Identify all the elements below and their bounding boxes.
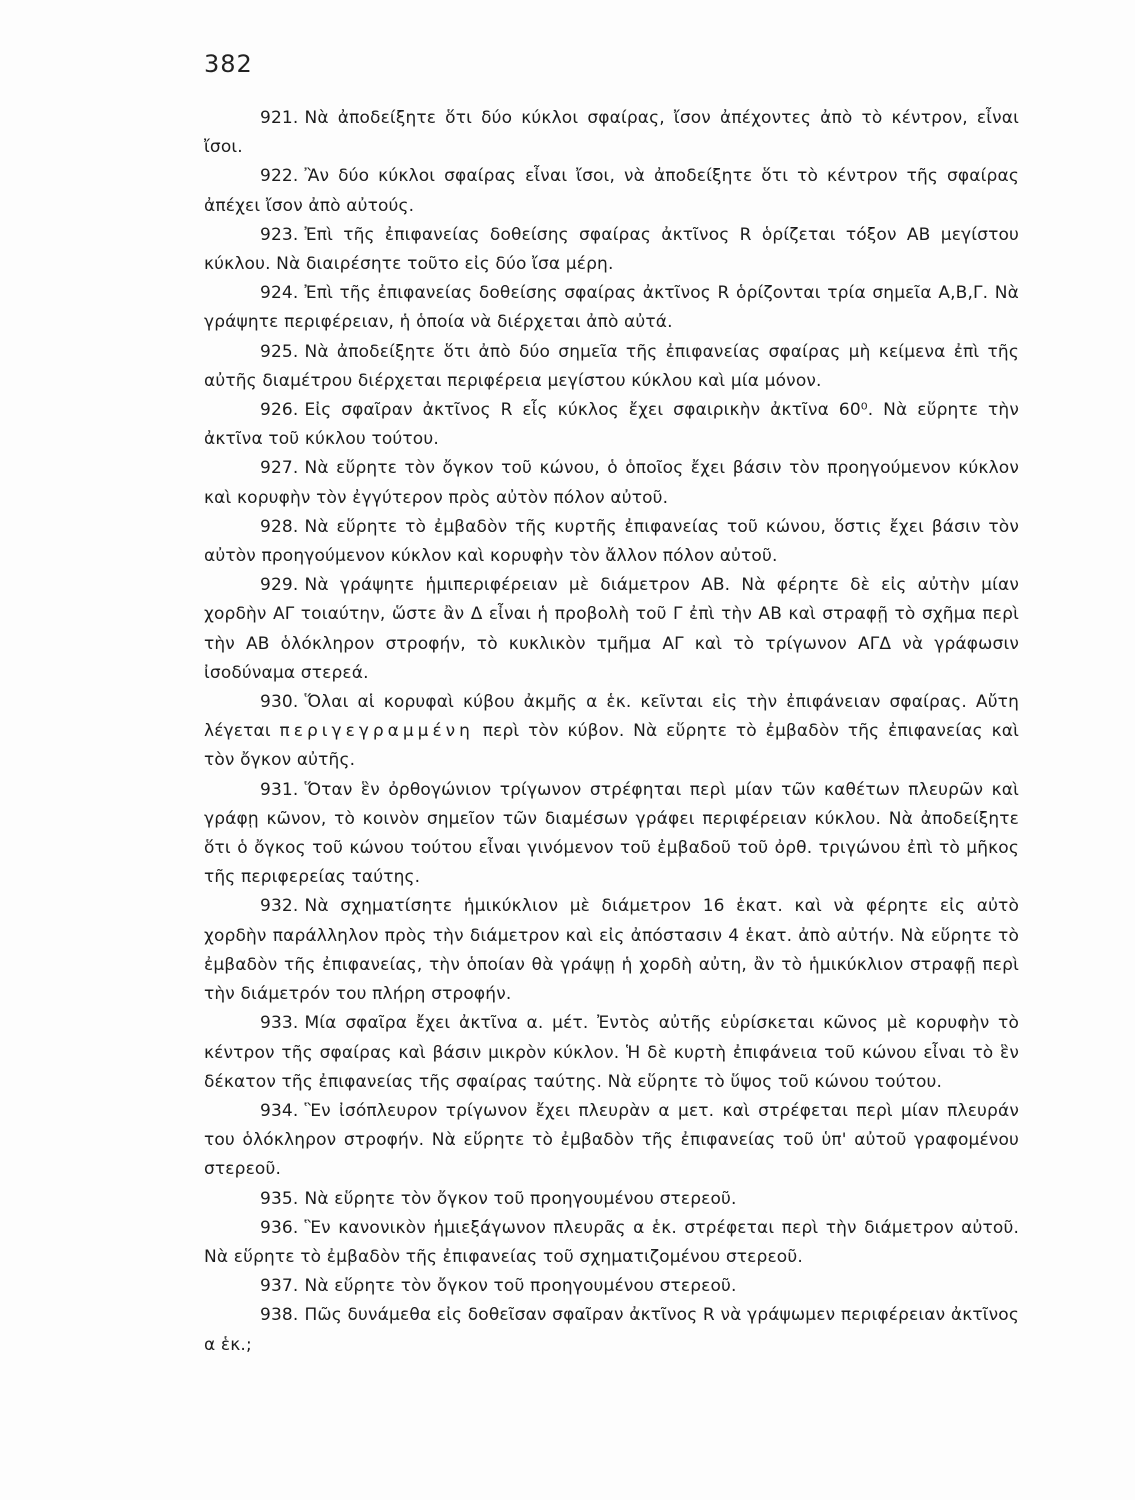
problem-item — [204, 1272, 1019, 1301]
problem-item — [204, 396, 1019, 454]
problem-item — [204, 162, 1019, 220]
problem-number: 927. — [260, 458, 299, 479]
problem-item — [204, 776, 1019, 893]
problem-item — [204, 688, 1019, 776]
problem-number: 930. — [260, 692, 299, 713]
problem-number: 935. — [260, 1188, 299, 1209]
problem-number: 931. — [260, 779, 299, 800]
problem-item — [204, 1097, 1019, 1185]
problem-item — [204, 104, 1019, 162]
problem-text: Ἓν κανονικὸν ἡμιεξάγωνον πλευρᾶς α ἑκ. στρέφεται περὶ τὴν διάμετρον αὐτοῦ. Νὰ εὕρητε τὸ ἐμβαδὸν τῆς ἐπιφανείας τοῦ σχηματιζομένου στερεοῦ. — [204, 1217, 1019, 1267]
problem-text: Νὰ εὕρητε τὸν ὄγκον τοῦ προηγουμένου στερεοῦ. — [304, 1276, 737, 1297]
problem-number: 937. — [260, 1276, 299, 1297]
problem-number: 925. — [260, 341, 299, 362]
problem-text: Ἐπὶ τῆς ἐπιφανείας δοθείσης σφαίρας ἀκτῖνος R ὁρίζονται τρία σημεῖα Α,Β,Γ. Νὰ γράψητε περιφέρειαν, ἡ ὁποία νὰ διέρχεται ἀπὸ αὐτά. — [204, 283, 1019, 333]
problem-text: Νὰ σχηματίσητε ἡμικύκλιον μὲ διάμετρον 16 ἑκατ. καὶ νὰ φέρητε εἰς αὐτὸ χορδὴν παράλληλον πρὸς τὴν διάμετρον καὶ εἰς ἀπόστασιν 4 ἑκατ. ἀπὸ αὐτήν. Νὰ εὕρητε τὸ ἐμβαδὸν τῆς ἐπιφανείας, τὴν ὁποίαν θὰ γράψῃ ἡ χορδὴ αὐτη, ἂν τὸ ἡμικύκλιον στραφῇ περὶ τὴν διάμετρόν του πλήρη στροφήν. — [204, 896, 1019, 1005]
problem-text: Νὰ εὕρητε τὸ ἐμβαδὸν τῆς κυρτῆς ἐπιφανείας τοῦ κώνου, ὅστις ἔχει βάσιν τὸν αὐτὸν προηγούμενον κύκλον καὶ κορυφὴν τὸν ἄλλον πόλον αὐτοῦ. — [204, 516, 1019, 567]
emphasized-term: περιγεγραμμένη — [279, 721, 474, 742]
problem-number: 921. — [260, 108, 299, 128]
problem-text: Νὰ ἀποδείξητε ὅτι ἀπὸ δύο σημεῖα τῆς ἐπιφανείας σφαίρας μὴ κείμενα ἐπὶ τῆς αὐτῆς διαμέτρου διέρχεται περιφέρεια μεγίστου κύκλου καὶ μία μόνον. — [204, 341, 1019, 391]
problem-list — [204, 104, 1019, 1360]
problem-text: Νὰ γράψητε ἡμιπεριφέρειαν μὲ διάμετρον ΑΒ. Νὰ φέρητε δὲ εἰς αὐτὴν μίαν χορδὴν ΑΓ τοιαύτην, ὥστε ἂν Δ εἶναι ἡ προβολὴ τοῦ Γ ἐπὶ τὴν ΑΒ καὶ στραφῇ τὸ σχῆμα περὶ τὴν ΑΒ ὁλόκληρον στροφήν, τὸ κυκλικὸν τμῆμα ΑΓ καὶ τὸ τρίγωνον ΑΓΔ νὰ γράφωσιν ἰσοδύναμα στερεά. — [204, 575, 1019, 683]
problem-text: Ὅλαι αἱ κορυφαὶ κύβου ἀκμῆς α ἑκ. κεῖνται εἰς τὴν ἐπιφάνειαν σφαίρας. Αὔτη λέγεται — [204, 692, 1019, 742]
problem-number: 928. — [260, 516, 299, 537]
problem-item — [204, 1009, 1019, 1097]
problem-item — [204, 454, 1019, 512]
problem-text: Νὰ ἀποδείξητε ὅτι δύο κύκλοι σφαίρας, ἴσον ἀπέχοντες ἀπὸ τὸ κέντρον, εἶναι ἴσοι. — [204, 108, 1019, 158]
problem-item — [204, 892, 1019, 1009]
problem-text: Νὰ εὕρητε τὸν ὄγκον τοῦ κώνου, ὁ ὁποῖος ἔχει βάσιν τὸν προηγούμενον κύκλον καὶ κορυφὴν τὸν ἐγγύτερον πρὸς αὐτὸν πόλον αὐτοῦ. — [204, 458, 1019, 508]
problem-item — [204, 571, 1019, 688]
problem-number: 933. — [260, 1013, 299, 1034]
problem-number: 926. — [260, 400, 299, 421]
problem-number: 922. — [260, 166, 299, 187]
problem-item — [204, 1301, 1019, 1359]
problem-number: 936. — [260, 1217, 299, 1238]
problem-number: 929. — [260, 575, 299, 596]
problem-text: Εἰς σφαῖραν ἀκτῖνος R εἷς κύκλος ἔχει σφαιρικὴν ἀκτῖνα 60⁰. Νὰ εὕρητε τὴν ἀκτῖνα τοῦ κύκλου τούτου. — [204, 400, 1019, 450]
problem-text: Πῶς δυνάμεθα εἰς δοθεῖσαν σφαῖραν ἀκτῖνος R νὰ γράψωμεν περιφέρειαν ἀκτῖνος α ἑκ.; — [204, 1305, 1019, 1355]
problem-text: Ἐπὶ τῆς ἐπιφανείας δοθείσης σφαίρας ἀκτῖνος R ὁρίζεται τόξον ΑΒ μεγίστου κύκλου. Νὰ διαιρέσητε τοῦτο εἰς δύο ἴσα μέρη. — [204, 224, 1019, 275]
problem-text: Νὰ εὕρητε τὸν ὄγκον τοῦ προηγουμένου στερεοῦ. — [304, 1188, 737, 1209]
problem-item — [204, 1214, 1019, 1272]
problem-item — [204, 221, 1019, 279]
problem-text: Μία σφαῖρα ἔχει ἀκτῖνα α. μέτ. Ἐντὸς αὐτῆς εὑρίσκεται κῶνος μὲ κορυφὴν τὸ κέντρον τῆς σφαίρας καὶ βάσιν μικρὸν κύκλον. Ἡ δὲ κυρτὴ ἐπιφάνεια τοῦ κώνου εἶναι τὸ ἓν δέκατον τῆς ἐπιφανείας τῆς σφαίρας ταύτης. Νὰ εὕρητε τὸ ὕψος τοῦ κώνου τούτου. — [204, 1013, 1019, 1092]
problem-item — [204, 279, 1019, 337]
problem-number: 923. — [260, 224, 299, 245]
problem-item — [204, 338, 1019, 396]
problem-text: Ἓν ἰσόπλευρον τρίγωνον ἔχει πλευρὰν α μετ. καὶ στρέφεται περὶ μίαν πλευράν του ὁλόκληρον στροφήν. Νὰ εὕρητε τὸ ἐμβαδὸν τῆς ἐπιφανείας τοῦ ὑπ' αὐτοῦ γραφομένου στερεοῦ. — [204, 1100, 1019, 1180]
problem-number: 934. — [260, 1100, 299, 1121]
problem-text: Ἂν δύο κύκλοι σφαίρας εἶναι ἴσοι, νὰ ἀποδείξητε ὅτι τὸ κέντρον τῆς σφαίρας ἀπέχει ἴσον ἀπὸ αὐτούς. — [204, 166, 1019, 216]
problem-item — [204, 1185, 1019, 1214]
page-number: 382 — [204, 50, 253, 78]
problem-number: 932. — [260, 896, 299, 917]
problem-item — [204, 513, 1019, 571]
problem-text: περὶ τὸν κύβον. Νὰ εὕρητε τὸ ἐμβαδὸν τῆς ἐπιφανείας καὶ τὸν ὄγκον αὐτῆς. — [204, 721, 1020, 771]
problem-number: 924. — [260, 283, 299, 304]
problem-text: Ὅταν ἓν ὀρθογώνιον τρίγωνον στρέφηται περὶ μίαν τῶν καθέτων πλευρῶν καὶ γράφῃ κῶνον, τὸ κοινὸν σημεῖον τῶν διαμέσων γράφει περιφέρειαν κύκλου. Νὰ ἀποδείξητε ὅτι ὁ ὄγκος τοῦ κώνου τούτου εἶναι γινόμενον τοῦ ἐμβαδοῦ τοῦ ὀρθ. τριγώνου ἐπὶ τὸ μῆκος τῆς περιφερείας ταύτης. — [204, 779, 1019, 888]
problem-number: 938. — [260, 1305, 299, 1326]
